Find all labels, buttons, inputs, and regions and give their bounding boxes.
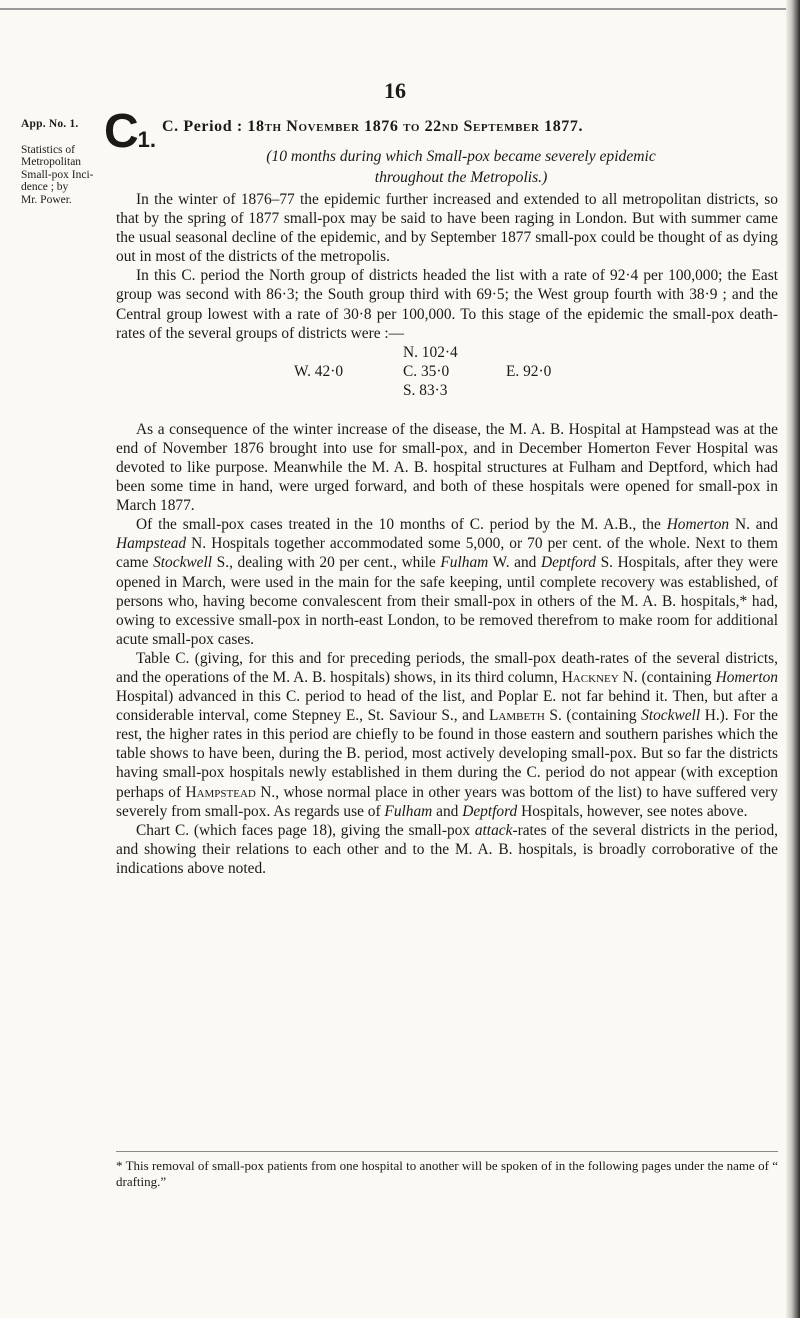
paragraph: In the winter of 1876–77 the epidemic further increased and extended to all metropolitan districts, so that by the spring of 1877 small-pox may be said to have been raging in London. But with summer came the usual seasonal decline of the epidemic, and by September 1877 small-pox could be thought of as dying out in most of the districts of the metropolis.: [116, 191, 778, 266]
italic-run: Deptford: [462, 802, 518, 820]
text-run: Table C. (giving, for this and for preceding periods, the small-pox death-rates of the several districts, and the operations of the M. A. B. hospitals) shows, in its third column,: [116, 649, 778, 686]
margin-line: Statistics of: [21, 143, 75, 156]
footnote: * This removal of small-pox patients from one hospital to another will be spoken of in the following pages under the name of “ drafting.”: [116, 1158, 778, 1189]
subtitle-line: (10 months during which Small-pox became severely epidemic: [266, 148, 656, 165]
text-run: N. and: [729, 516, 778, 534]
paragraph: [116, 649, 778, 821]
italic-run: Fulham: [384, 802, 433, 820]
text-run: Of the small-pox cases treated in the 10 months of C. period by the M. A.B., the: [136, 516, 667, 534]
text-run: S. Hospitals, after they were opened in March, were used in the main for the safe keeping, until complete recovery was established, of persons who, having become convalescent from their small-pox in others of the M. A. B. hospitals,* had, owing to excessive small-pox in north-east London, to be removed therefrom to make room for additional acute small-pox cases.: [116, 554, 779, 648]
page-number: 16: [384, 78, 406, 103]
smallcaps-run: Hackney: [561, 668, 619, 686]
text-run: -rates of the several districts in the period, and showing their relations to each other and to the M. A. B. hospitals, is broadly corroborative of the indications above noted.: [116, 821, 778, 877]
rate-central: C. 35·0: [403, 362, 450, 380]
rate-south: S. 83·3: [403, 381, 448, 399]
text-run: S., dealing with 20 per cent., while: [212, 554, 441, 572]
margin-line: dence ; by: [21, 181, 69, 193]
italic-run: Homerton: [715, 668, 778, 686]
smallcaps-run: Lambeth: [488, 707, 545, 725]
margin-line: Small-pox Inci-: [21, 168, 94, 181]
heading-dates: 18th November 1876 to 22nd September 1877.: [247, 118, 584, 135]
text-run: N., whose normal place in other years was bottom of the list) to have suffered very severely from small-pox. As regards use of: [116, 783, 778, 820]
rate-west: W. 42·0: [294, 362, 344, 380]
paragraph: In this C. period the North group of districts headed the list with a rate of 92·4 per 100,000; the East group was second with 86·3; the South group third with 69·5; the West group fourth with 38·9 ; and the Central group lowest with a rate of 30·8 per 100,000. To this stage of the epidemic the small-pox death-rates of the several groups of districts were :—: [116, 267, 778, 342]
italic-run: Deptford: [540, 554, 596, 572]
text-run: Chart C. (which faces page 18), giving the small-pox: [136, 821, 475, 839]
page-edge-shadow: [786, 0, 800, 1318]
paragraph: [116, 821, 778, 878]
italic-run: attack: [474, 821, 513, 839]
section-subtitle: [146, 146, 776, 188]
paragraph: As a consequence of the winter increase of the disease, the M. A. B. Hospital at Hampstead was at the end of November 1876 brought into use for small-pox, and in December Homerton Fever Hospital was devoted to like purpose. Meanwhile the M. A. B. hospital structures at Fulham and Deptford, which had been some time in hand, were urged forward, and both of these hospitals were opened for small-pox in March 1877.: [116, 420, 778, 515]
text-run: N. (containing: [618, 668, 716, 686]
section-number: 1.: [137, 127, 157, 152]
paragraph: [116, 515, 778, 649]
text-run: Hospitals, however, see notes above.: [517, 802, 748, 820]
rate-north: N. 102·4: [403, 343, 458, 361]
text-run: S. (containing: [544, 707, 642, 725]
italic-run: Stockwell: [153, 554, 213, 572]
text-run: and: [432, 802, 463, 820]
italic-run: Hampstead: [116, 535, 187, 553]
italic-run: Stockwell: [641, 707, 701, 725]
margin-note: [21, 118, 99, 206]
subtitle-line: throughout the Metropolis.): [374, 169, 548, 186]
text-run: H.). For the rest, the higher rates in this period are chiefly to be found in those eastern and southern parishes which the table shows to have been, during the B. period, most actively developing small-pox. But so far the districts having small-pox hospitals newly established in them during the C. period do not appear (with exception perhaps of: [116, 707, 778, 801]
text-run: Hospital) advanced in this C. period to head of the list, and Poplar E. not far behind it. Then, but after a considerable interval, come Stepney E., St. Saviour S., and: [116, 688, 778, 725]
heading-prefix: C. Period :: [162, 118, 248, 135]
text-run: W. and: [488, 554, 541, 572]
italic-run: Fulham: [440, 554, 489, 572]
italic-run: Homerton: [666, 516, 730, 534]
group-rates: [116, 343, 778, 420]
rate-east: E. 92·0: [506, 362, 552, 380]
margin-line: Metropolitan: [21, 156, 82, 168]
footnote-rule: [116, 1151, 778, 1152]
margin-line: Mr. Power.: [21, 193, 72, 206]
appendix-reference: App. No. 1.: [21, 118, 79, 130]
top-rule: [0, 8, 790, 10]
section-heading: [162, 118, 583, 136]
body-text: [116, 190, 778, 878]
text-run: N. Hospitals together accommodated some 5,000, or 70 per cent. of the whole. Next to them came: [116, 535, 778, 572]
section-letter: C: [104, 105, 138, 158]
smallcaps-run: Hampstead: [185, 783, 256, 801]
